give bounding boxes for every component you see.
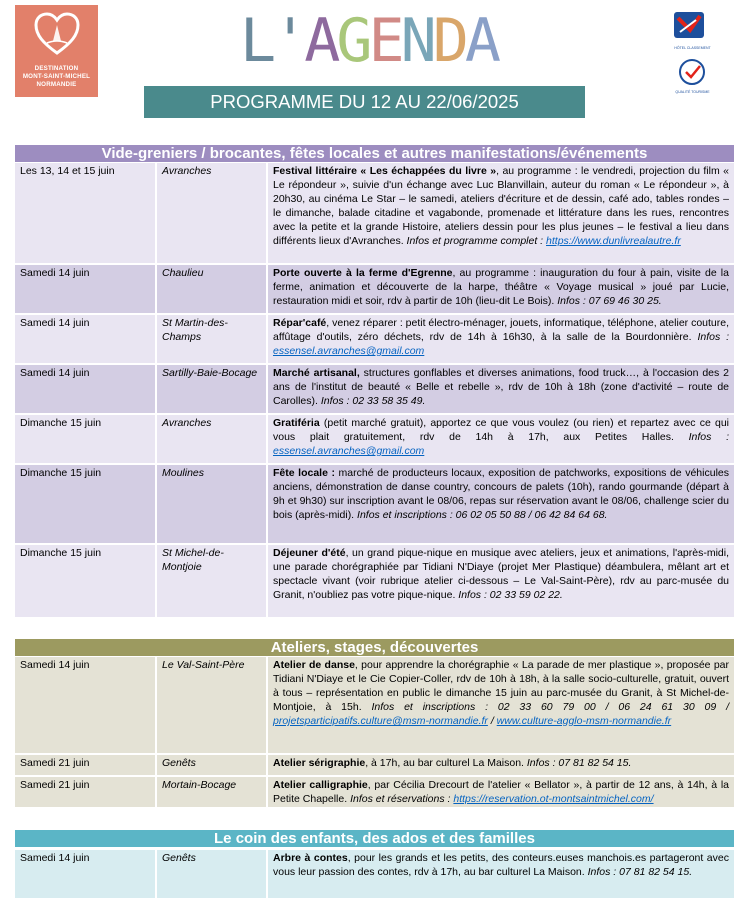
event-text: , par Cécilia Drecourt de l'atelier « Bellator », à partir de 12 ans, à 14h, à la Petite Chapelle. <box>273 779 730 805</box>
hotel-classement-icon <box>670 10 715 50</box>
event-link-secondary[interactable]: www.culture-agglo-msm-normandie.fr <box>496 715 672 727</box>
event-place: St Martin-des-Champs <box>157 315 268 363</box>
event-title: Fête locale : <box>273 467 335 479</box>
table-row <box>15 465 734 545</box>
logo-line-3: NORMANDIE <box>36 81 77 88</box>
event-title: Répar'café <box>273 317 327 329</box>
event-infos: Infos et inscriptions : 06 02 05 50 88 / 06 42 84 64 68. <box>357 509 608 521</box>
event-description <box>268 657 734 753</box>
event-place: Sartilly-Baie-Bocage <box>157 365 268 413</box>
event-infos: Infos : 07 69 46 30 25. <box>557 295 662 307</box>
event-date: Samedi 14 juin <box>15 365 157 413</box>
qualite-tourisme-label: QUALITÉ TOURISME <box>675 90 710 94</box>
event-place: Avranches <box>157 415 268 463</box>
title-letter: G <box>336 6 369 76</box>
event-text: , à 17h, au bar culturel La Maison. <box>365 757 527 769</box>
event-date: Samedi 21 juin <box>15 755 157 775</box>
event-infos: Infos et réservations : <box>350 793 454 805</box>
title-letter: E <box>368 6 401 76</box>
event-date: Dimanche 15 juin <box>15 415 157 463</box>
event-infos: Infos et programme complet : <box>406 235 547 247</box>
section-header-enfants: Le coin des enfants, des ados et des familles <box>15 830 734 847</box>
event-infos: Infos : 02 33 58 35 49. <box>320 395 426 407</box>
event-text: , au programme : le vendredi, projection du film « Le répondeur », suivie d'un échange avec Luc Blanvillain, auteur du roman « Le répondeur », à 20h30, au cinéma Le Star – le samedi, ateliers d'écriture et de dessin, café ado, tables rondes – le dimanche, balade citadine et vagabonde, promenade et littérature dans les rues, rencontres avec la petite et la grande Histoire, ateliers dessin pour les plus jeunes – le festival a lieu dans différents lieux d'Avranches. <box>273 165 729 247</box>
event-title: Arbre à contes <box>273 852 348 864</box>
event-infos: Infos : 02 33 59 02 22. <box>458 589 563 601</box>
table-row <box>15 657 734 755</box>
section-header-ateliers: Ateliers, stages, découvertes <box>15 639 734 656</box>
table-row <box>15 163 734 265</box>
event-infos: Infos : <box>688 431 729 443</box>
table-row <box>15 265 734 315</box>
title-letter: N <box>400 6 433 76</box>
programme-banner: PROGRAMME DU 12 AU 22/06/2025 <box>144 86 585 118</box>
destination-logo <box>15 5 98 97</box>
event-text: , pour apprendre la chorégraphie « La parade de mer plastique », proposée par Tidiani N'Diaye et le Cie Copier-Coller, rdv de 10h à 18h, à la salle socio-culturelle, gratuit, ouvert à tous – représentation en public le dimanche 15 juin au parc-musée du Granit, à St Michel-de-Montjoie, à 15h. <box>273 659 729 713</box>
table-row <box>15 315 734 365</box>
event-link[interactable]: essensel.avranches@gmail.com <box>273 445 425 457</box>
event-link[interactable]: https://www.dunlivrealautre.fr <box>546 235 681 247</box>
title-letter: L <box>240 6 273 76</box>
event-place: Avranches <box>157 163 268 263</box>
logo-line-2: MONT-SAINT-MICHEL <box>22 73 91 80</box>
event-description <box>268 465 734 543</box>
event-place: Moulines <box>157 465 268 543</box>
event-place: Genêts <box>157 755 268 775</box>
event-description <box>268 755 734 775</box>
event-place: St Michel-de-Montjoie <box>157 545 268 617</box>
event-date: Samedi 14 juin <box>15 657 157 753</box>
event-description <box>268 415 734 463</box>
event-link[interactable]: projetsparticipatifs.culture@msm-normandie.fr <box>273 715 488 727</box>
event-title: Porte ouverte à la ferme d'Egrenne <box>273 267 453 279</box>
event-infos: Infos : 07 81 82 54 15. <box>526 757 632 769</box>
labels-logos <box>670 10 715 100</box>
event-date: Samedi 14 juin <box>15 265 157 313</box>
event-title: Déjeuner d'été <box>273 547 346 559</box>
event-date: Dimanche 15 juin <box>15 465 157 543</box>
event-date: Samedi 14 juin <box>15 315 157 363</box>
event-place: Mortain-Bocage <box>157 777 268 807</box>
event-link[interactable]: https://reservation.ot-montsaintmichel.com/ <box>453 793 654 805</box>
title-letter: A <box>464 6 497 76</box>
table-row <box>15 777 734 809</box>
enfants-table <box>15 850 734 900</box>
event-title: Atelier de danse <box>273 659 355 671</box>
event-place: Le Val-Saint-Père <box>157 657 268 753</box>
event-text: , un grand pique-nique en musique avec ateliers, jeux et animations, l'après-midi, une parade chorégraphiée par Tidiani N'Diaye (projet Mer Plastique) déambulera, mêlant art et spectacle vivant (voir rubrique atelier ci-dessous – Le Val-Saint-Père), rdv au parc-musée du Granit, n'oubliez pas votre pique-nique. <box>273 547 730 601</box>
event-description <box>268 265 734 313</box>
event-description <box>268 163 734 263</box>
event-title: Gratiféria <box>273 417 320 429</box>
event-date: Les 13, 14 et 15 juin <box>15 163 157 263</box>
event-place: Chaulieu <box>157 265 268 313</box>
event-description <box>268 545 734 617</box>
table-row <box>15 365 734 415</box>
event-text: (petit marché gratuit), apportez ce que vous voulez (ou rien) et repartez avec ce qui vous plait gratuitement, rdv de 14h à 17h, aux Petites Halles. <box>273 417 729 443</box>
event-title: Atelier sérigraphie <box>273 757 366 769</box>
event-text: , au programme : inauguration du four à pain, visite de la ferme, animation et découverte de la harpe, théâtre « Voyage musical » joué par Lucie, restauration midi et soir, rdv à partir de 10h (lieu-dit Le Bois). <box>273 267 729 307</box>
qualite-tourisme-icon <box>670 54 715 94</box>
event-title: Festival littéraire « Les échappées du livre » <box>273 165 497 177</box>
section-header-events: Vide-greniers / brocantes, fêtes locales et autres manifestations/événements <box>15 145 734 162</box>
heart-logo-icon <box>33 11 81 57</box>
event-description <box>268 850 734 898</box>
event-date: Samedi 21 juin <box>15 777 157 807</box>
table-row <box>15 415 734 465</box>
event-title: Atelier calligraphie <box>273 779 368 791</box>
event-text: structures gonflables et diverses animations, food truck…, à l'occasion des 2 ans de l'institut de beauté « Belle et rebelle », rdv de 10h à 18h (zone d'activité – route de Carolles). <box>273 367 729 407</box>
event-link[interactable]: essensel.avranches@gmail.com <box>273 345 425 357</box>
event-infos: Infos : 07 81 82 54 15. <box>587 866 693 878</box>
agenda-title <box>240 0 497 82</box>
title-letter: ' <box>272 6 305 76</box>
event-text: , pour les grands et les petits, des conteurs.euses manchois.es partageront avec vous leur passion des contes, rdv à 17h, au bar culturel La Maison. <box>273 852 729 878</box>
event-description <box>268 365 734 413</box>
event-description <box>268 315 734 363</box>
table-row <box>15 850 734 900</box>
event-text: marché de producteurs locaux, exposition de patchworks, expositions de véhicules anciens, démonstration de danse country, concours de palets (10h), rando gourmande (départ à 9h et 9h30) sur inscription avant le 08/06, repas sur réservation avant le 08/06, challenge scier du bois (après-midi). <box>273 467 729 521</box>
title-letter: A <box>304 6 337 76</box>
event-place: Genêts <box>157 850 268 898</box>
events-table <box>15 163 734 619</box>
hotel-classement-label: HÔTEL CLASSEMENT <box>674 46 711 50</box>
table-row <box>15 755 734 777</box>
event-date: Dimanche 15 juin <box>15 545 157 617</box>
title-letter: D <box>432 6 465 76</box>
ateliers-table <box>15 657 734 809</box>
link-separator: / <box>487 715 497 727</box>
event-title: Marché artisanal, <box>273 367 360 379</box>
event-infos: Infos et inscriptions : 02 33 60 79 00 / 06 24 61 30 09 / <box>371 701 729 713</box>
event-date: Samedi 14 juin <box>15 850 157 898</box>
table-row <box>15 545 734 619</box>
logo-line-1: DESTINATION <box>34 65 79 72</box>
event-text: , venez réparer : petit électro-ménager, jouets, informatique, téléphone, atelier couture, affûtage d'outils, zéro déchets, rdv de 14h à 16h30, à la salle de la Bourdonnière. <box>273 317 730 343</box>
event-description <box>268 777 734 807</box>
event-infos: Infos : <box>697 331 729 343</box>
